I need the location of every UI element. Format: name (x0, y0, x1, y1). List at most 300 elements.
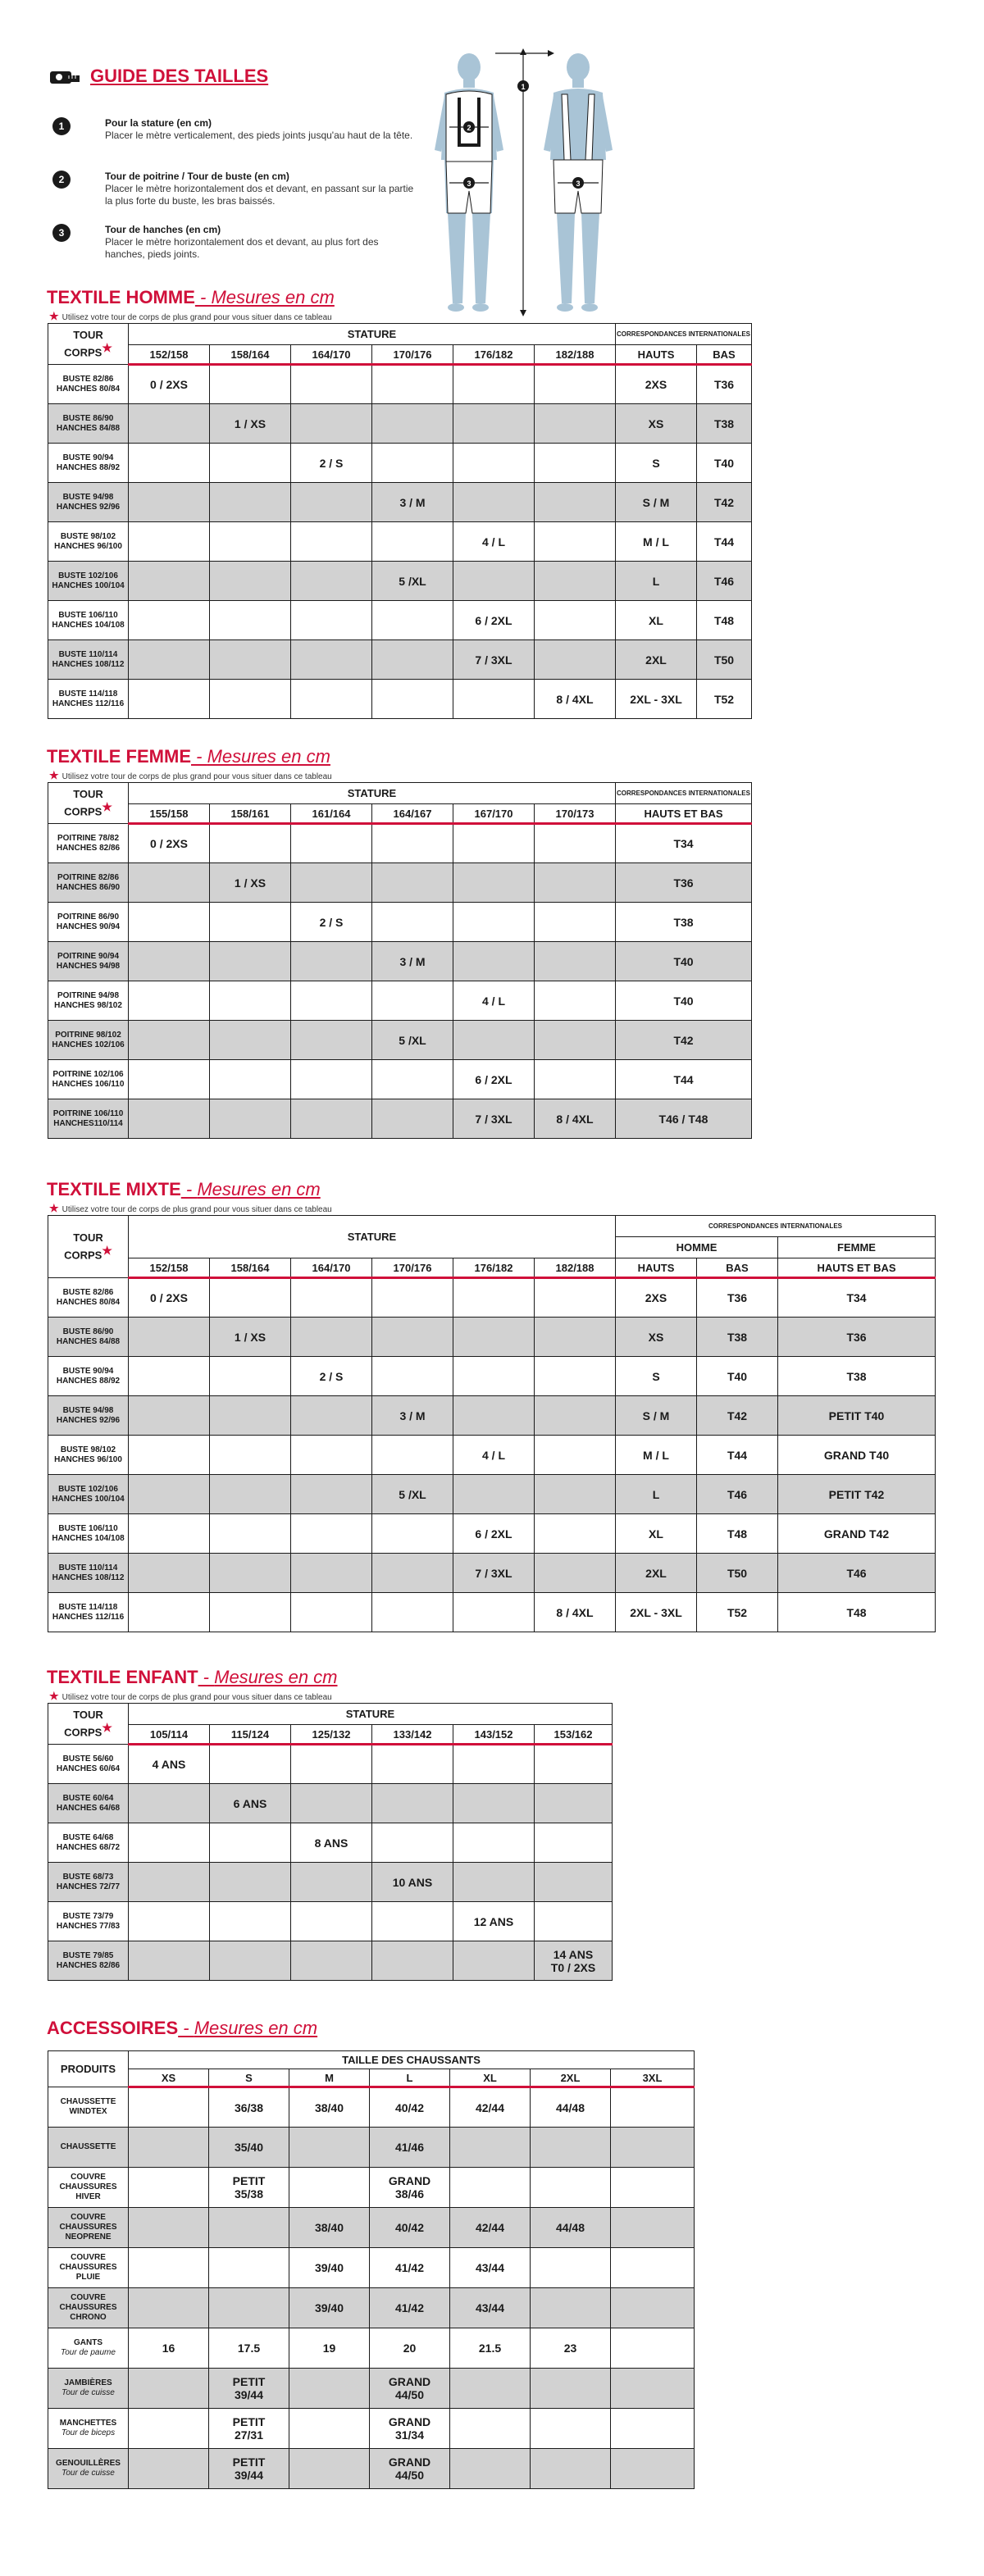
size-cell (289, 2128, 370, 2168)
measure-line-1: BUSTE 98/102 (60, 1445, 116, 1454)
size-cell (291, 1514, 372, 1554)
size-cell (210, 903, 291, 942)
measure-line-2: HANCHES 92/96 (56, 1415, 121, 1425)
size-cell: 35/40 (209, 2128, 289, 2168)
size-cell: 7 / 3XL (453, 1099, 535, 1139)
step-number: 1 (52, 117, 71, 135)
body-measure-cell (48, 1099, 129, 1139)
body-measure-cell (48, 365, 129, 404)
stature-col-header: 170/176 (372, 345, 453, 365)
body-measure-cell (48, 1593, 129, 1632)
tour-corps-header (48, 1216, 129, 1278)
size-cell: 8 / 4XL (535, 680, 616, 719)
body-measure-cell (48, 863, 129, 903)
body-measure-cell (48, 1060, 129, 1099)
stature-col-header: 167/170 (453, 804, 535, 824)
hauts-et-bas-cell: T34 (616, 824, 752, 863)
size-cell (453, 1318, 535, 1357)
size-cell (291, 1593, 372, 1632)
stature-col-header: 105/114 (129, 1725, 210, 1745)
measure-line-1: BUSTE 110/114 (58, 1563, 118, 1572)
size-table-enfant (48, 1703, 613, 1981)
measure-line-1: POITRINE 94/98 (57, 990, 120, 1000)
table-row (48, 1318, 936, 1357)
body-measure-cell (48, 1357, 129, 1396)
size-cell (535, 942, 616, 981)
measure-line-1: BUSTE 56/60 (62, 1754, 114, 1764)
bas-cell: T50 (697, 1554, 778, 1593)
size-cell (531, 2288, 611, 2328)
size-cell (372, 1593, 453, 1632)
measure-line-1: BUSTE 90/94 (62, 453, 114, 462)
size-cell (291, 562, 372, 601)
size-cell (210, 1060, 291, 1099)
measure-line-2: Tour de biceps (61, 2428, 116, 2437)
stature-col-header: 170/176 (372, 1258, 453, 1278)
body-measure-cell (48, 1823, 129, 1863)
size-cell: 0 / 2XS (129, 365, 210, 404)
size-cell (453, 1278, 535, 1318)
size-table-mixte (48, 1215, 936, 1632)
table-row (48, 680, 752, 719)
hauts-cell: S (616, 444, 697, 483)
tour-corps-label: TOUR CORPS (64, 1709, 103, 1739)
measure-line-2: HANCHES 80/84 (56, 1297, 121, 1307)
size-cell (129, 1396, 210, 1436)
body-measure-cell (48, 2369, 129, 2409)
size-cell (129, 2449, 209, 2489)
size-cell: GRAND 44/50 (370, 2369, 450, 2409)
table-row (48, 601, 752, 640)
size-cell (372, 601, 453, 640)
stature-col-header: 158/164 (210, 1258, 291, 1278)
hauts-cell: L (616, 562, 697, 601)
size-cell (129, 483, 210, 522)
size-cell (372, 640, 453, 680)
size-cell: 7 / 3XL (453, 1554, 535, 1593)
measure-line-2: HANCHES 82/86 (56, 843, 121, 853)
size-cell (450, 2409, 531, 2449)
size-cell (453, 483, 535, 522)
size-cell: 40/42 (370, 2087, 450, 2128)
size-cell (611, 2248, 695, 2288)
stature-col-header: 155/158 (129, 804, 210, 824)
stature-col-header: 182/188 (535, 1258, 616, 1278)
size-cell: 4 ANS (129, 1745, 210, 1784)
size-cell: 8 ANS (291, 1823, 372, 1863)
stature-col-header: 164/170 (291, 345, 372, 365)
size-cell (291, 404, 372, 444)
stature-col-header: 158/161 (210, 804, 291, 824)
table-row (48, 2409, 695, 2449)
bas-cell: T48 (697, 601, 752, 640)
measure-line-2: HANCHES 92/96 (56, 502, 121, 512)
size-cell (291, 522, 372, 562)
bas-cell: T40 (697, 444, 752, 483)
jersey-stripe (458, 143, 481, 147)
size-cell (129, 2208, 209, 2248)
size-cell (372, 680, 453, 719)
size-cell (535, 1902, 613, 1941)
size-cell (611, 2288, 695, 2328)
hauts-cell: S (616, 1357, 697, 1396)
table-row (48, 2128, 695, 2168)
star-icon: ★ (49, 769, 59, 781)
header-row (48, 1216, 936, 1237)
size-cell (535, 444, 616, 483)
hauts-cell: 2XS (616, 365, 697, 404)
body-measure-cell (48, 1278, 129, 1318)
hauts-et-bas-cell: T40 (616, 981, 752, 1021)
section-note: ★ Utilisez votre tour de corps de plus grand pour vous situer dans ce tableau (49, 1202, 332, 1214)
measure-line-1: BUSTE 94/98 (62, 1405, 114, 1415)
body-measure-cell (48, 680, 129, 719)
size-cell (535, 562, 616, 601)
size-cell (291, 640, 372, 680)
stature-header: STATURE (129, 783, 616, 804)
size-cell: 38/40 (289, 2208, 370, 2248)
size-cell (129, 1902, 210, 1941)
measure-line-1: GENOUILLÈRES (56, 2459, 121, 2468)
instruction-title: Tour de hanches (en cm) (105, 224, 221, 235)
size-cell (210, 1278, 291, 1318)
hauts-et-bas-cell: T44 (616, 1060, 752, 1099)
measure-line-2: HANCHES 80/84 (56, 384, 121, 394)
star-icon: ★ (49, 310, 59, 322)
hauts-cell: 2XL - 3XL (616, 680, 697, 719)
size-cell: 44/48 (531, 2087, 611, 2128)
size-cell (372, 903, 453, 942)
size-cell (535, 1475, 616, 1514)
measure-line-2: HANCHES 72/77 (56, 1882, 121, 1891)
page-title: GUIDE DES TAILLES (90, 66, 269, 86)
body-measure-cell (48, 483, 129, 522)
body-measure-cell (48, 1745, 129, 1784)
body-measure-cell (48, 1554, 129, 1593)
size-cell: 0 / 2XS (129, 824, 210, 863)
size-cell (535, 863, 616, 903)
stature-col-header: 182/188 (535, 345, 616, 365)
hauts-cell: M / L (616, 522, 697, 562)
hauts-cell: XS (616, 1318, 697, 1357)
size-cell (535, 1554, 616, 1593)
body-measure-cell (48, 824, 129, 863)
size-cell (611, 2369, 695, 2409)
section-note: ★ Utilisez votre tour de corps de plus grand pour vous situer dans ce tableau (49, 769, 332, 781)
size-cell (611, 2168, 695, 2208)
measure-line-1: BUSTE 106/110 (58, 610, 118, 620)
stature-col-header: 161/164 (291, 804, 372, 824)
size-cell (210, 601, 291, 640)
measure-line-2: HANCHES 104/108 (52, 1533, 125, 1543)
stature-col-header: 152/158 (129, 1258, 210, 1278)
size-cell (291, 601, 372, 640)
size-cell: GRAND 31/34 (370, 2409, 450, 2449)
size-cell (129, 2128, 209, 2168)
instruction-title: Tour de poitrine / Tour de buste (en cm) (105, 171, 289, 182)
size-cell (129, 1941, 210, 1981)
bas-header: BAS (697, 345, 752, 365)
header-row (48, 2051, 695, 2069)
size-cell (129, 1593, 210, 1632)
stature-col-header: 125/132 (291, 1725, 372, 1745)
hauts-cell: L (616, 1475, 697, 1514)
size-cell (531, 2168, 611, 2208)
correspondances-header: CORRESPONDANCES INTERNATIONALES (616, 783, 752, 804)
size-cell (210, 444, 291, 483)
size-table-accessoires (48, 2050, 695, 2489)
size-cell: 43/44 (450, 2288, 531, 2328)
body-measure-cell (48, 2128, 129, 2168)
size-cell (372, 1745, 453, 1784)
measure-line-1: BUSTE 114/118 (58, 1602, 118, 1612)
size-table-homme (48, 323, 752, 719)
size-cell (372, 863, 453, 903)
step-number: 2 (52, 171, 71, 189)
size-cell (291, 863, 372, 903)
size-col-header: XL (450, 2069, 531, 2087)
measuring-tape-icon (49, 67, 80, 85)
size-cell: 1 / XS (210, 404, 291, 444)
size-cell (611, 2409, 695, 2449)
table-row (48, 903, 752, 942)
measure-line-1: CHAUSSETTE (60, 2142, 116, 2151)
measure-line-1: POITRINE 102/106 (52, 1069, 124, 1079)
measure-line-1: BUSTE 110/114 (58, 649, 118, 659)
size-cell (210, 824, 291, 863)
size-cell (291, 365, 372, 404)
table-row (48, 1902, 613, 1941)
measure-line-1: BUSTE 102/106 (58, 1484, 118, 1494)
measure-line-1: POITRINE 98/102 (55, 1030, 121, 1040)
measure-line-2: HANCHES 98/102 (54, 1000, 122, 1010)
size-cell: 4 / L (453, 981, 535, 1021)
size-cell (372, 1823, 453, 1863)
table-row (48, 2288, 695, 2328)
measure-line-1: CHAUSSETTE WINDTEX (60, 2097, 116, 2116)
table-row (48, 1745, 613, 1784)
tour-corps-header (48, 1704, 129, 1745)
size-cell (210, 942, 291, 981)
hauts-et-bas-header: HAUTS ET BAS (616, 804, 752, 824)
measure-line-2: HANCHES 108/112 (52, 1572, 125, 1582)
size-cell: 2 / S (291, 444, 372, 483)
size-cell (291, 1745, 372, 1784)
body-measure-cell (48, 903, 129, 942)
measure-line-1: BUSTE 94/98 (62, 492, 114, 502)
size-cell (291, 981, 372, 1021)
size-cell (372, 1060, 453, 1099)
jersey-stripe (477, 98, 481, 147)
stature-header: STATURE (129, 1216, 616, 1258)
size-cell (289, 2449, 370, 2489)
table-row (48, 1099, 752, 1139)
size-cell (289, 2409, 370, 2449)
bas-header: BAS (697, 1258, 778, 1278)
femme-cell: T36 (778, 1318, 936, 1357)
size-cell (129, 1475, 210, 1514)
size-cell (210, 1475, 291, 1514)
bas-cell: T44 (697, 522, 752, 562)
measure-line-1: COUVRE CHAUSSURES CHRONO (59, 2293, 117, 2322)
body-measure-cell (48, 640, 129, 680)
size-cell (129, 680, 210, 719)
size-cell (453, 1593, 535, 1632)
size-cell (210, 1514, 291, 1554)
size-cell (210, 1863, 291, 1902)
size-cell (129, 2409, 209, 2449)
hauts-et-bas-header: HAUTS ET BAS (778, 1258, 936, 1278)
instruction-text: Placer le mètre horizontalement dos et devant, au plus fort des hanches, pieds joints. (105, 236, 379, 260)
size-cell (453, 562, 535, 601)
size-cell (210, 365, 291, 404)
size-col-header: 3XL (611, 2069, 695, 2087)
table-row (48, 365, 752, 404)
size-cell (531, 2128, 611, 2168)
size-cell (535, 1436, 616, 1475)
hauts-et-bas-cell: T46 / T48 (616, 1099, 752, 1139)
size-cell: GRAND 44/50 (370, 2449, 450, 2489)
header-row (48, 783, 752, 804)
size-cell (453, 1941, 535, 1981)
size-cell (129, 981, 210, 1021)
correspondances-header: CORRESPONDANCES INTERNATIONALES (616, 324, 752, 345)
size-cell (535, 1060, 616, 1099)
size-col-header: 2XL (531, 2069, 611, 2087)
measure-line-2: Tour de paume (61, 2348, 116, 2357)
table-row (48, 640, 752, 680)
size-cell: 3 / M (372, 942, 453, 981)
size-col-header: L (370, 2069, 450, 2087)
section-title-homme: TEXTILE HOMME - Mesures en cm (47, 287, 335, 307)
size-cell (611, 2087, 695, 2128)
size-cell (129, 562, 210, 601)
hauts-cell: 2XS (616, 1278, 697, 1318)
measure-line-1: BUSTE 86/90 (62, 1327, 114, 1336)
size-cell (372, 444, 453, 483)
measure-line-1: MANCHETTES (59, 2419, 117, 2428)
table-row (48, 981, 752, 1021)
body-measure-cell (48, 2328, 129, 2369)
size-cell (291, 942, 372, 981)
size-cell (611, 2328, 695, 2369)
size-cell (372, 824, 453, 863)
correspondances-header: CORRESPONDANCES INTERNATIONALES (616, 1216, 936, 1237)
body-measure-cell (48, 1941, 129, 1981)
measure-line-2: HANCHES 100/104 (52, 580, 125, 590)
size-cell (209, 2208, 289, 2248)
measure-line-2: HANCHES 77/83 (56, 1921, 121, 1931)
stature-header: STATURE (129, 1704, 613, 1725)
instruction-text: Placer le mètre horizontalement dos et devant, en passant sur la partie la plus forte du buste, les bras baissés. (105, 183, 414, 207)
size-cell (209, 2288, 289, 2328)
measure-line-2: HANCHES 108/112 (52, 659, 125, 669)
body-measure-cell (48, 601, 129, 640)
size-cell (129, 1823, 210, 1863)
measure-line-2: HANCHES 96/100 (54, 1454, 122, 1464)
size-cell: 41/42 (370, 2288, 450, 2328)
hauts-cell: 2XL (616, 1554, 697, 1593)
size-cell (453, 1396, 535, 1436)
femme-cell: PETIT T40 (778, 1396, 936, 1436)
hauts-et-bas-cell: T36 (616, 863, 752, 903)
measure-line-1: BUSTE 102/106 (58, 571, 118, 580)
measure-line-1: BUSTE 64/68 (62, 1832, 114, 1842)
size-cell (453, 824, 535, 863)
size-cell (210, 1021, 291, 1060)
size-cell (129, 1436, 210, 1475)
size-cell (531, 2449, 611, 2489)
star-icon: ★ (102, 1244, 112, 1258)
size-cell: 6 / 2XL (453, 1060, 535, 1099)
size-cell (453, 1357, 535, 1396)
size-cell (535, 1021, 616, 1060)
measure-line-2: HANCHES110/114 (53, 1118, 123, 1128)
measure-line-1: BUSTE 90/94 (62, 1366, 114, 1376)
table-row (48, 824, 752, 863)
size-cell: PETIT 27/31 (209, 2409, 289, 2449)
measure-line-2: HANCHES 104/108 (52, 620, 125, 630)
size-cell (291, 1318, 372, 1357)
size-cell (372, 981, 453, 1021)
hauts-cell: XL (616, 1514, 697, 1554)
bas-cell: T46 (697, 562, 752, 601)
size-cell (210, 1941, 291, 1981)
measure-line-1: BUSTE 68/73 (62, 1872, 114, 1882)
size-cell (210, 1099, 291, 1139)
size-cell (453, 1784, 535, 1823)
size-col-header: S (209, 2069, 289, 2087)
size-cell: 10 ANS (372, 1863, 453, 1902)
size-cell (129, 2248, 209, 2288)
size-cell (210, 1436, 291, 1475)
body-measure-cell (48, 1318, 129, 1357)
size-cell (372, 404, 453, 444)
size-cell: 38/40 (289, 2087, 370, 2128)
subheader-row (48, 345, 752, 365)
size-cell (531, 2409, 611, 2449)
measure-line-2: HANCHES 100/104 (52, 1494, 125, 1504)
instruction-text: Placer le mètre verticalement, des pieds joints jusqu'au haut de la tête. (105, 130, 413, 141)
bas-cell: T42 (697, 483, 752, 522)
hauts-et-bas-cell: T42 (616, 1021, 752, 1060)
size-cell (210, 1593, 291, 1632)
size-cell (210, 640, 291, 680)
measure-line-1: BUSTE 86/90 (62, 413, 114, 423)
star-icon: ★ (102, 1721, 112, 1735)
table-row (48, 1278, 936, 1318)
size-cell: 23 (531, 2328, 611, 2369)
size-cell (210, 981, 291, 1021)
size-cell (129, 1863, 210, 1902)
size-cell (535, 1784, 613, 1823)
measure-line-2: HANCHES 88/92 (56, 462, 121, 472)
size-cell (210, 1823, 291, 1863)
femme-cell: PETIT T42 (778, 1475, 936, 1514)
size-cell (129, 640, 210, 680)
size-cell (535, 404, 616, 444)
size-cell (535, 824, 616, 863)
stature-col-header: 164/167 (372, 804, 453, 824)
produits-header: PRODUITS (48, 2051, 129, 2087)
size-cell (611, 2449, 695, 2489)
size-cell (453, 365, 535, 404)
body-measure-cell (48, 2409, 129, 2449)
marker-2: 2 (467, 124, 472, 132)
measure-line-1: BUSTE 73/79 (62, 1911, 114, 1921)
size-cell (453, 1863, 535, 1902)
femme-cell: GRAND T42 (778, 1514, 936, 1554)
